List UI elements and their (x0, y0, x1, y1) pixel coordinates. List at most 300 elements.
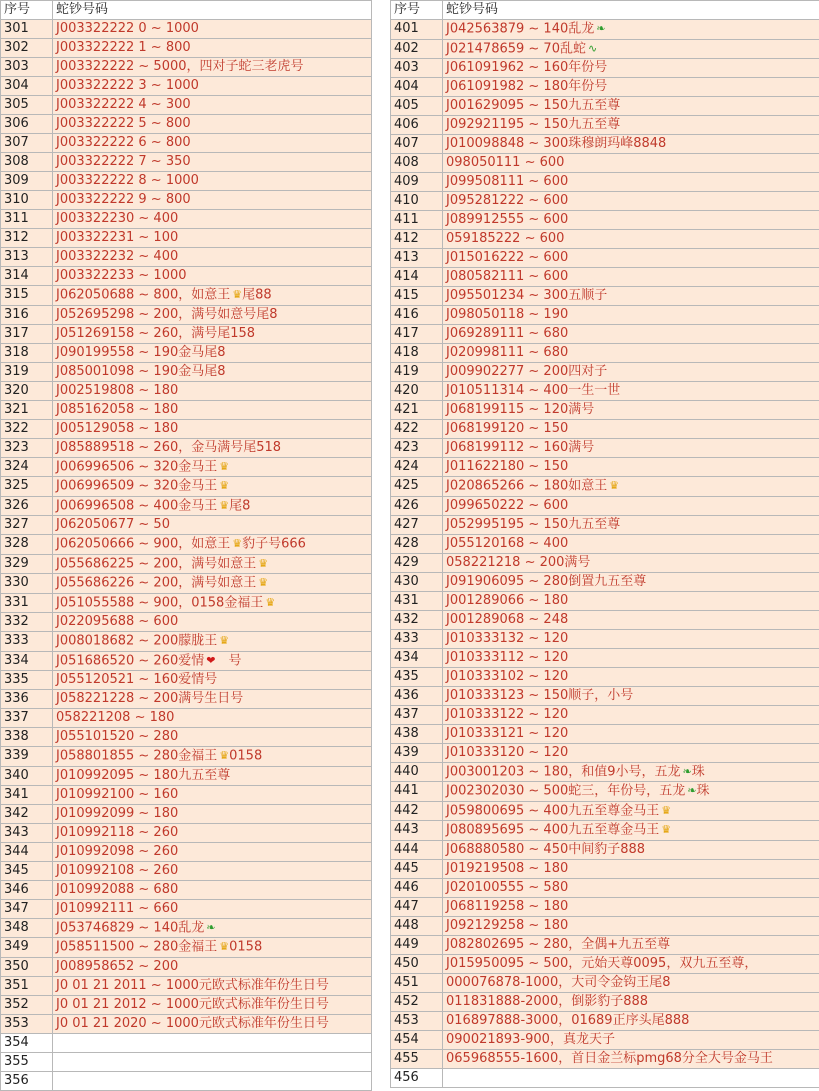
serial-code-cell[interactable] (53, 267, 372, 286)
row-number-cell[interactable]: 323 (1, 438, 53, 457)
serial-code-cell[interactable] (443, 724, 819, 743)
row-number-cell[interactable]: 355 (1, 1052, 53, 1071)
row-number-cell[interactable]: 438 (391, 724, 443, 743)
dragon-icon: ❧ (683, 763, 692, 781)
row-number-cell[interactable]: 309 (1, 172, 53, 191)
dragon-icon: ❧ (687, 782, 696, 800)
table-row (1, 286, 372, 306)
row-number-cell[interactable]: 347 (1, 899, 53, 918)
header-row (391, 1, 819, 20)
row-number-cell[interactable]: 439 (391, 743, 443, 762)
row-number-cell[interactable]: 450 (391, 954, 443, 973)
table-row (1, 995, 372, 1014)
row-number-cell[interactable]: 447 (391, 897, 443, 916)
row-number-cell[interactable]: 306 (1, 115, 53, 134)
serial-code-cell[interactable] (53, 957, 372, 976)
serial-code-cell[interactable] (53, 1071, 372, 1090)
row-number-cell[interactable]: 325 (1, 477, 53, 497)
serial-code-cell[interactable] (53, 457, 372, 477)
serial-code-cell[interactable] (443, 859, 819, 878)
row-number-cell[interactable]: 320 (1, 381, 53, 400)
serial-code-cell[interactable] (53, 516, 372, 535)
row-number-cell[interactable]: 411 (391, 211, 443, 230)
row-number-cell[interactable]: 351 (1, 976, 53, 995)
serial-code-text: J010992118 ~ 260 (56, 825, 178, 840)
row-number-cell[interactable]: 327 (1, 516, 53, 535)
serial-code-cell[interactable] (443, 992, 819, 1011)
row-number-cell[interactable]: 415 (391, 287, 443, 306)
row-number-cell[interactable]: 424 (391, 458, 443, 477)
row-number-cell[interactable]: 313 (1, 248, 53, 267)
row-number-cell[interactable]: 430 (391, 572, 443, 591)
row-number-cell[interactable]: 414 (391, 268, 443, 287)
serial-code-cell[interactable] (443, 572, 819, 591)
serial-code-cell[interactable] (443, 878, 819, 897)
serial-code-cell[interactable] (53, 1014, 372, 1033)
serial-code-cell[interactable] (443, 801, 819, 821)
table-row (391, 78, 819, 97)
row-number-cell[interactable]: 448 (391, 916, 443, 935)
serial-code-cell[interactable] (53, 766, 372, 785)
serial-code-cell[interactable] (443, 382, 819, 401)
row-number-cell[interactable]: 403 (391, 59, 443, 78)
row-number-cell[interactable]: 432 (391, 610, 443, 629)
row-number-cell[interactable]: 454 (391, 1030, 443, 1049)
serial-code-cell[interactable] (443, 610, 819, 629)
serial-code-cell[interactable] (443, 116, 819, 135)
row-number-cell[interactable]: 319 (1, 362, 53, 381)
row-number-cell[interactable]: 435 (391, 667, 443, 686)
row-number-cell[interactable]: 431 (391, 591, 443, 610)
serial-code-cell[interactable] (53, 58, 372, 77)
row-number-cell[interactable]: 434 (391, 648, 443, 667)
row-number-cell[interactable]: 344 (1, 842, 53, 861)
row-number-cell[interactable]: 455 (391, 1049, 443, 1068)
row-number-cell[interactable]: 324 (1, 457, 53, 477)
serial-code-text: J052995195 ~ 150九五至尊 (446, 517, 620, 532)
serial-code-cell[interactable] (443, 97, 819, 116)
serial-code-cell[interactable] (443, 249, 819, 268)
serial-code-cell[interactable] (443, 515, 819, 534)
row-number-cell[interactable]: 406 (391, 116, 443, 135)
serial-code-text: J0 01 21 2020 ~ 1000元欧式标准年份生日号 (56, 1016, 329, 1031)
serial-code-cell[interactable] (443, 897, 819, 916)
serial-code-cell[interactable] (443, 59, 819, 78)
serial-code-cell[interactable] (443, 173, 819, 192)
serial-code-cell[interactable] (53, 823, 372, 842)
table-row (1, 861, 372, 880)
serial-code-cell[interactable] (53, 496, 372, 516)
serial-code-cell[interactable] (443, 686, 819, 705)
serial-code-text: J010511314 ~ 400一生一世 (446, 383, 620, 398)
serial-code-cell[interactable] (443, 477, 819, 497)
row-number-cell[interactable]: 318 (1, 343, 53, 362)
row-number-cell[interactable]: 349 (1, 938, 53, 958)
serial-code-suffix: 尾8 (229, 498, 250, 513)
row-number-cell[interactable]: 452 (391, 992, 443, 1011)
row-number-cell[interactable]: 442 (391, 801, 443, 821)
serial-code-cell[interactable] (443, 667, 819, 686)
serial-code-cell[interactable] (53, 880, 372, 899)
table-row (391, 572, 819, 591)
table-row (1, 496, 372, 516)
table-row (391, 553, 819, 572)
row-number-cell[interactable]: 417 (391, 325, 443, 344)
row-number-cell[interactable]: 419 (391, 363, 443, 382)
row-number-cell[interactable]: 453 (391, 1011, 443, 1030)
serial-code-cell[interactable] (443, 935, 819, 954)
serial-code-suffix: 0158 (229, 940, 262, 955)
row-number-cell[interactable]: 330 (1, 574, 53, 594)
row-number-cell[interactable]: 304 (1, 77, 53, 96)
serial-code-cell[interactable] (53, 593, 372, 613)
row-number-cell[interactable]: 328 (1, 535, 53, 555)
row-number-cell[interactable]: 456 (391, 1068, 443, 1087)
row-number-cell[interactable]: 420 (391, 382, 443, 401)
row-number-cell[interactable]: 352 (1, 995, 53, 1014)
table-row (391, 591, 819, 610)
row-number-cell[interactable]: 321 (1, 400, 53, 419)
table-row (1, 77, 372, 96)
row-number-cell[interactable]: 312 (1, 229, 53, 248)
row-number-cell[interactable]: 311 (1, 210, 53, 229)
serial-code-cell[interactable] (443, 78, 819, 97)
row-number-cell[interactable]: 350 (1, 957, 53, 976)
serial-code-cell[interactable] (443, 840, 819, 859)
row-number-cell[interactable]: 356 (1, 1071, 53, 1090)
serial-code-text: J080895695 ~ 400九五至尊金马王 (446, 823, 659, 838)
serial-code-cell[interactable] (53, 918, 372, 938)
serial-code-cell[interactable] (53, 785, 372, 804)
serial-code-cell[interactable] (53, 77, 372, 96)
row-number-cell[interactable]: 346 (1, 880, 53, 899)
serial-code-cell[interactable] (53, 651, 372, 671)
serial-code-cell[interactable] (53, 324, 372, 343)
serial-code-cell[interactable] (53, 709, 372, 728)
row-number-cell[interactable]: 342 (1, 804, 53, 823)
row-number-cell[interactable]: 317 (1, 324, 53, 343)
row-number-cell[interactable]: 441 (391, 782, 443, 802)
table-row (1, 728, 372, 747)
row-number-cell[interactable]: 412 (391, 230, 443, 249)
row-number-cell[interactable]: 428 (391, 534, 443, 553)
header-number[interactable]: 序号 (1, 1, 53, 20)
serial-code-cell[interactable] (53, 362, 372, 381)
serial-code-text: J010333132 ~ 120 (446, 631, 568, 646)
serial-code-cell[interactable] (53, 938, 372, 958)
table-row (1, 324, 372, 343)
serial-code-cell[interactable] (53, 39, 372, 58)
serial-code-text: J010333122 ~ 120 (446, 707, 568, 722)
serial-code-cell[interactable] (53, 728, 372, 747)
serial-code-cell[interactable] (53, 229, 372, 248)
serial-code-text: J001289066 ~ 180 (446, 593, 568, 608)
row-number-cell[interactable]: 404 (391, 78, 443, 97)
row-number-cell[interactable]: 409 (391, 173, 443, 192)
serial-code-cell[interactable] (53, 899, 372, 918)
crown-icon: ♛ (661, 802, 671, 820)
serial-code-text: J055686226 ~ 200，满号如意王 (56, 576, 256, 591)
row-number-cell[interactable]: 303 (1, 58, 53, 77)
row-number-cell[interactable]: 440 (391, 762, 443, 782)
serial-code-cell[interactable] (443, 135, 819, 154)
row-number-cell[interactable]: 345 (1, 861, 53, 880)
row-number-cell[interactable]: 410 (391, 192, 443, 211)
serial-code-text: J085001098 ~ 190金马尾8 (56, 364, 226, 379)
row-number-cell[interactable]: 416 (391, 306, 443, 325)
serial-code-cell[interactable] (53, 861, 372, 880)
serial-code-text: J051055588 ~ 900，0158金福王 (56, 595, 263, 610)
serial-code-text: J010992095 ~ 180九五至尊 (56, 768, 230, 783)
serial-code-cell[interactable] (53, 995, 372, 1014)
serial-code-cell[interactable] (443, 192, 819, 211)
serial-code-cell[interactable] (443, 306, 819, 325)
serial-code-cell[interactable] (443, 268, 819, 287)
row-number-cell[interactable]: 405 (391, 97, 443, 116)
serial-code-cell[interactable] (53, 419, 372, 438)
row-number-cell[interactable]: 446 (391, 878, 443, 897)
serial-code-cell[interactable] (443, 344, 819, 363)
serial-code-text: J090199558 ~ 190金马尾8 (56, 345, 226, 360)
table-row (1, 115, 372, 134)
row-number-cell[interactable]: 302 (1, 39, 53, 58)
serial-code-cell[interactable] (53, 671, 372, 690)
row-number-cell[interactable]: 343 (1, 823, 53, 842)
row-number-cell[interactable]: 444 (391, 840, 443, 859)
row-number-cell[interactable]: 307 (1, 134, 53, 153)
serial-code-text: 000076878-1000，大司令金钩王尾8 (446, 975, 671, 990)
serial-code-cell[interactable] (443, 534, 819, 553)
row-number-cell[interactable]: 353 (1, 1014, 53, 1033)
row-number-cell[interactable]: 332 (1, 613, 53, 632)
row-number-cell[interactable]: 301 (1, 20, 53, 39)
table-row (391, 363, 819, 382)
header-code[interactable]: 蛇钞号码 (443, 1, 819, 20)
table-row (391, 821, 819, 841)
serial-code-text: J068199112 ~ 160满号 (446, 440, 594, 455)
row-number-cell[interactable]: 339 (1, 747, 53, 767)
serial-code-cell[interactable] (443, 230, 819, 249)
table-row (391, 1030, 819, 1049)
row-number-cell[interactable]: 427 (391, 515, 443, 534)
serial-code-cell[interactable] (53, 1033, 372, 1052)
serial-code-text: J051269158 ~ 260，满号尾158 (56, 326, 255, 341)
serial-code-cell[interactable] (53, 613, 372, 632)
serial-code-cell[interactable] (443, 821, 819, 841)
serial-code-cell[interactable] (53, 535, 372, 555)
serial-code-cell[interactable] (443, 458, 819, 477)
table-row (391, 935, 819, 954)
serial-code-cell[interactable] (53, 153, 372, 172)
header-code[interactable]: 蛇钞号码 (53, 1, 372, 20)
row-number-cell[interactable]: 449 (391, 935, 443, 954)
serial-code-text: J099508111 ~ 600 (446, 174, 568, 189)
serial-code-cell[interactable] (53, 690, 372, 709)
row-number-cell[interactable]: 433 (391, 629, 443, 648)
serial-code-cell[interactable] (53, 632, 372, 652)
row-number-cell[interactable]: 436 (391, 686, 443, 705)
serial-code-text: J052695298 ~ 200，满号如意号尾8 (56, 307, 278, 322)
row-number-cell[interactable]: 354 (1, 1033, 53, 1052)
table-row (391, 116, 819, 135)
serial-code-cell[interactable] (53, 20, 372, 39)
row-number-cell[interactable]: 335 (1, 671, 53, 690)
serial-code-text: J003322222 9 ~ 800 (56, 192, 191, 207)
serial-code-cell[interactable] (443, 591, 819, 610)
row-number-cell[interactable]: 340 (1, 766, 53, 785)
table-row (391, 20, 819, 40)
dragon-icon: ❧ (206, 919, 215, 937)
row-number-cell[interactable]: 341 (1, 785, 53, 804)
row-number-cell[interactable]: 445 (391, 859, 443, 878)
row-number-cell[interactable]: 418 (391, 344, 443, 363)
table-row (391, 973, 819, 992)
serial-code-cell[interactable] (443, 705, 819, 724)
row-number-cell[interactable]: 423 (391, 439, 443, 458)
serial-code-text: J061091962 ~ 160年份号 (446, 60, 607, 75)
serial-code-cell[interactable] (53, 96, 372, 115)
serial-code-cell[interactable] (53, 400, 372, 419)
row-number-cell[interactable]: 305 (1, 96, 53, 115)
serial-code-cell[interactable] (443, 553, 819, 572)
serial-code-cell[interactable] (53, 343, 372, 362)
serial-code-cell[interactable] (53, 172, 372, 191)
serial-code-cell[interactable] (443, 1011, 819, 1030)
row-number-cell[interactable]: 348 (1, 918, 53, 938)
serial-code-cell[interactable] (443, 648, 819, 667)
table-row (1, 134, 372, 153)
row-number-cell[interactable]: 326 (1, 496, 53, 516)
serial-code-cell[interactable] (443, 496, 819, 515)
row-number-cell[interactable]: 315 (1, 286, 53, 306)
serial-code-cell[interactable] (53, 554, 372, 574)
serial-code-text: 058221218 ~ 200满号 (446, 555, 590, 570)
row-number-cell[interactable]: 333 (1, 632, 53, 652)
table-row (1, 210, 372, 229)
serial-code-text: J080582111 ~ 600 (446, 269, 568, 284)
row-number-cell[interactable]: 308 (1, 153, 53, 172)
row-number-cell[interactable]: 437 (391, 705, 443, 724)
serial-code-cell[interactable] (53, 191, 372, 210)
serial-code-cell[interactable] (443, 916, 819, 935)
serial-code-cell[interactable] (443, 439, 819, 458)
row-number-cell[interactable]: 413 (391, 249, 443, 268)
snake-icon: ∿ (588, 40, 597, 58)
row-number-cell[interactable]: 322 (1, 419, 53, 438)
serial-code-cell[interactable] (53, 286, 372, 306)
row-number-cell[interactable]: 338 (1, 728, 53, 747)
serial-code-cell[interactable] (53, 248, 372, 267)
row-number-cell[interactable]: 337 (1, 709, 53, 728)
serial-code-cell[interactable] (53, 115, 372, 134)
serial-code-text: J062050666 ~ 900，如意王 (56, 537, 230, 552)
serial-code-cell[interactable] (443, 762, 819, 782)
row-number-cell[interactable]: 314 (1, 267, 53, 286)
serial-code-cell[interactable] (53, 842, 372, 861)
serial-code-cell[interactable] (443, 287, 819, 306)
row-number-cell[interactable]: 425 (391, 477, 443, 497)
table-row (1, 593, 372, 613)
serial-code-text: J001629095 ~ 150九五至尊 (446, 98, 620, 113)
serial-code-text: J098050118 ~ 190 (446, 307, 568, 322)
table-row (391, 439, 819, 458)
row-number-cell[interactable]: 334 (1, 651, 53, 671)
serial-code-cell[interactable] (443, 954, 819, 973)
crown-icon: ♛ (232, 535, 242, 553)
row-number-cell[interactable]: 451 (391, 973, 443, 992)
table-row (1, 267, 372, 286)
serial-code-text: J053746829 ~ 140乱龙 (56, 920, 204, 935)
table-row (1, 535, 372, 555)
serial-code-cell[interactable] (443, 629, 819, 648)
table-row (1, 229, 372, 248)
serial-code-cell[interactable] (443, 39, 819, 59)
serial-code-text: J006996509 ~ 320金马王 (56, 479, 217, 494)
serial-code-cell[interactable] (443, 154, 819, 173)
serial-code-cell[interactable] (53, 305, 372, 324)
table-row (1, 381, 372, 400)
serial-code-cell[interactable] (53, 210, 372, 229)
serial-code-text: J003322230 ~ 400 (56, 211, 178, 226)
row-number-cell[interactable]: 407 (391, 135, 443, 154)
serial-code-suffix: 珠 (692, 764, 705, 779)
serial-code-cell[interactable] (443, 782, 819, 802)
serial-code-cell[interactable] (53, 134, 372, 153)
row-number-cell[interactable]: 336 (1, 690, 53, 709)
row-number-cell[interactable]: 331 (1, 593, 53, 613)
row-number-cell[interactable]: 408 (391, 154, 443, 173)
serial-code-text: J092129258 ~ 180 (446, 918, 568, 933)
row-number-cell[interactable]: 401 (391, 20, 443, 40)
table-row (1, 1052, 372, 1071)
row-number-cell[interactable]: 421 (391, 401, 443, 420)
serial-code-cell[interactable] (53, 804, 372, 823)
row-number-cell[interactable]: 329 (1, 554, 53, 574)
row-number-cell[interactable]: 422 (391, 420, 443, 439)
table-row (391, 154, 819, 173)
serial-code-cell[interactable] (53, 1052, 372, 1071)
serial-code-cell[interactable] (443, 20, 819, 40)
serial-code-cell[interactable] (53, 477, 372, 497)
serial-code-text: J003322222 5 ~ 800 (56, 116, 191, 131)
heart-icon: ❤ (206, 652, 215, 670)
table-row (1, 574, 372, 594)
row-number-cell[interactable]: 310 (1, 191, 53, 210)
serial-code-cell[interactable] (443, 420, 819, 439)
row-number-cell[interactable]: 402 (391, 39, 443, 59)
header-number[interactable]: 序号 (391, 1, 443, 20)
row-number-cell[interactable]: 429 (391, 553, 443, 572)
serial-code-cell[interactable] (53, 574, 372, 594)
serial-code-cell[interactable] (443, 401, 819, 420)
table-row (391, 135, 819, 154)
serial-code-cell[interactable] (443, 211, 819, 230)
serial-code-cell[interactable] (443, 743, 819, 762)
serial-code-cell[interactable] (53, 438, 372, 457)
serial-code-cell[interactable] (443, 1068, 819, 1087)
row-number-cell[interactable]: 443 (391, 821, 443, 841)
serial-code-cell[interactable] (53, 381, 372, 400)
serial-code-cell[interactable] (443, 1049, 819, 1068)
serial-code-cell[interactable] (443, 973, 819, 992)
row-number-cell[interactable]: 426 (391, 496, 443, 515)
serial-code-cell[interactable] (443, 1030, 819, 1049)
serial-code-cell[interactable] (53, 976, 372, 995)
serial-code-cell[interactable] (443, 325, 819, 344)
serial-code-cell[interactable] (53, 747, 372, 767)
serial-code-cell[interactable] (443, 363, 819, 382)
row-number-cell[interactable]: 316 (1, 305, 53, 324)
